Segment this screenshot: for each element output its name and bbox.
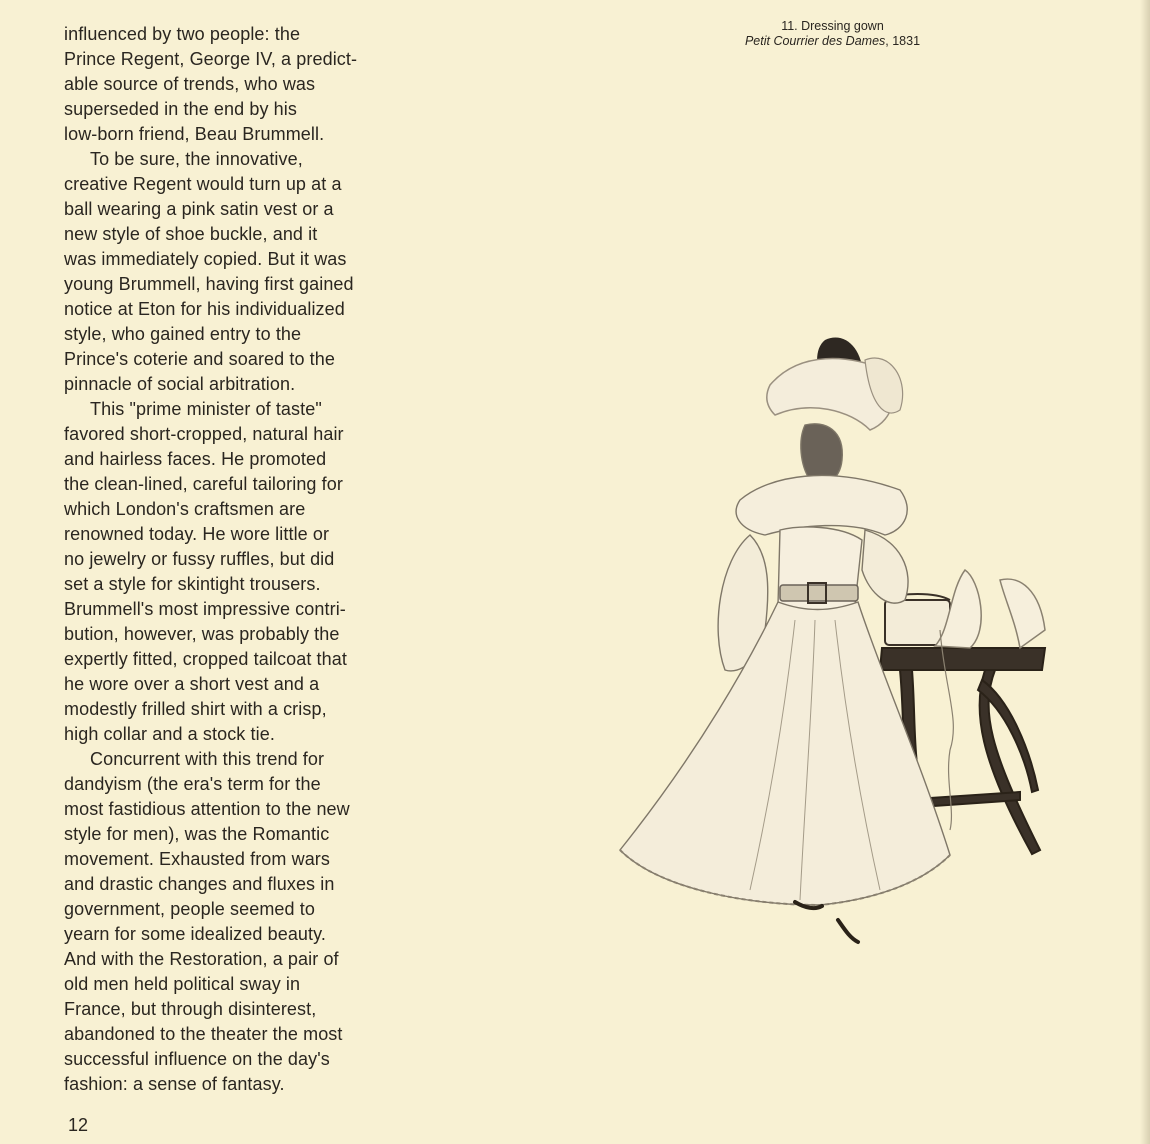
belt: [780, 585, 858, 601]
caption-source-line: Petit Courrier des Dames, 1831: [744, 34, 921, 48]
page-edge-shadow: [1140, 0, 1150, 1144]
page-number: 12: [68, 1115, 89, 1135]
caption-publication: Petit Courrier des Dames: [744, 34, 886, 48]
stockings: [935, 570, 1045, 648]
dressing-gown-illustration: [600, 330, 1050, 970]
caption-year: 1831: [892, 34, 921, 48]
body-text-column: [64, 22, 404, 1097]
shoes: [795, 902, 858, 942]
caption-title: 11. Dressing gown: [781, 19, 884, 33]
bonnet: [767, 337, 903, 430]
paragraph-4: Concurrent with this trend for dandyism (the era's term for the most fastidious attention to the new style for men), was the Romantic movement. Exhausted from wars and drastic changes and fluxes in government, people seemed to yearn for some idealized beauty. And with the Restoration, a pair of old men held political sway in France, but through disinterest, abandoned to the theater the most successful influence on the day's fashion: a sense of fantasy.: [64, 749, 350, 1094]
paragraph-1: influenced by two people: the Prince Regent, George IV, a predict- able source of trends, who was superseded in the end by his low-born friend, Beau Brummell.: [64, 24, 358, 144]
paragraph-2: To be sure, the innovative, creative Regent would turn up at a ball wearing a pink satin vest or a new style of shoe buckle, and it was immediately copied. But it was young Brummell, having first gained notice at Eton for his individualized style, who gained entry to the Prince's coterie and soared to the pinnacle of social arbitration.: [64, 149, 354, 394]
figure-caption: [700, 19, 965, 49]
paragraph-3: This "prime minister of taste" favored short-cropped, natural hair and hairless faces. He promoted the clean-lined, careful tailoring for which London's craftsmen are renowned today. He wore little or no jewelry or fussy ruffles, but did set a style for skintight trousers. Brummell's most impressive contri- bution, however, was probably the expertly fitted, cropped tailcoat that he wore over a short vest and a modestly frilled shirt with a crisp, high collar and a stock tie.: [64, 399, 347, 744]
